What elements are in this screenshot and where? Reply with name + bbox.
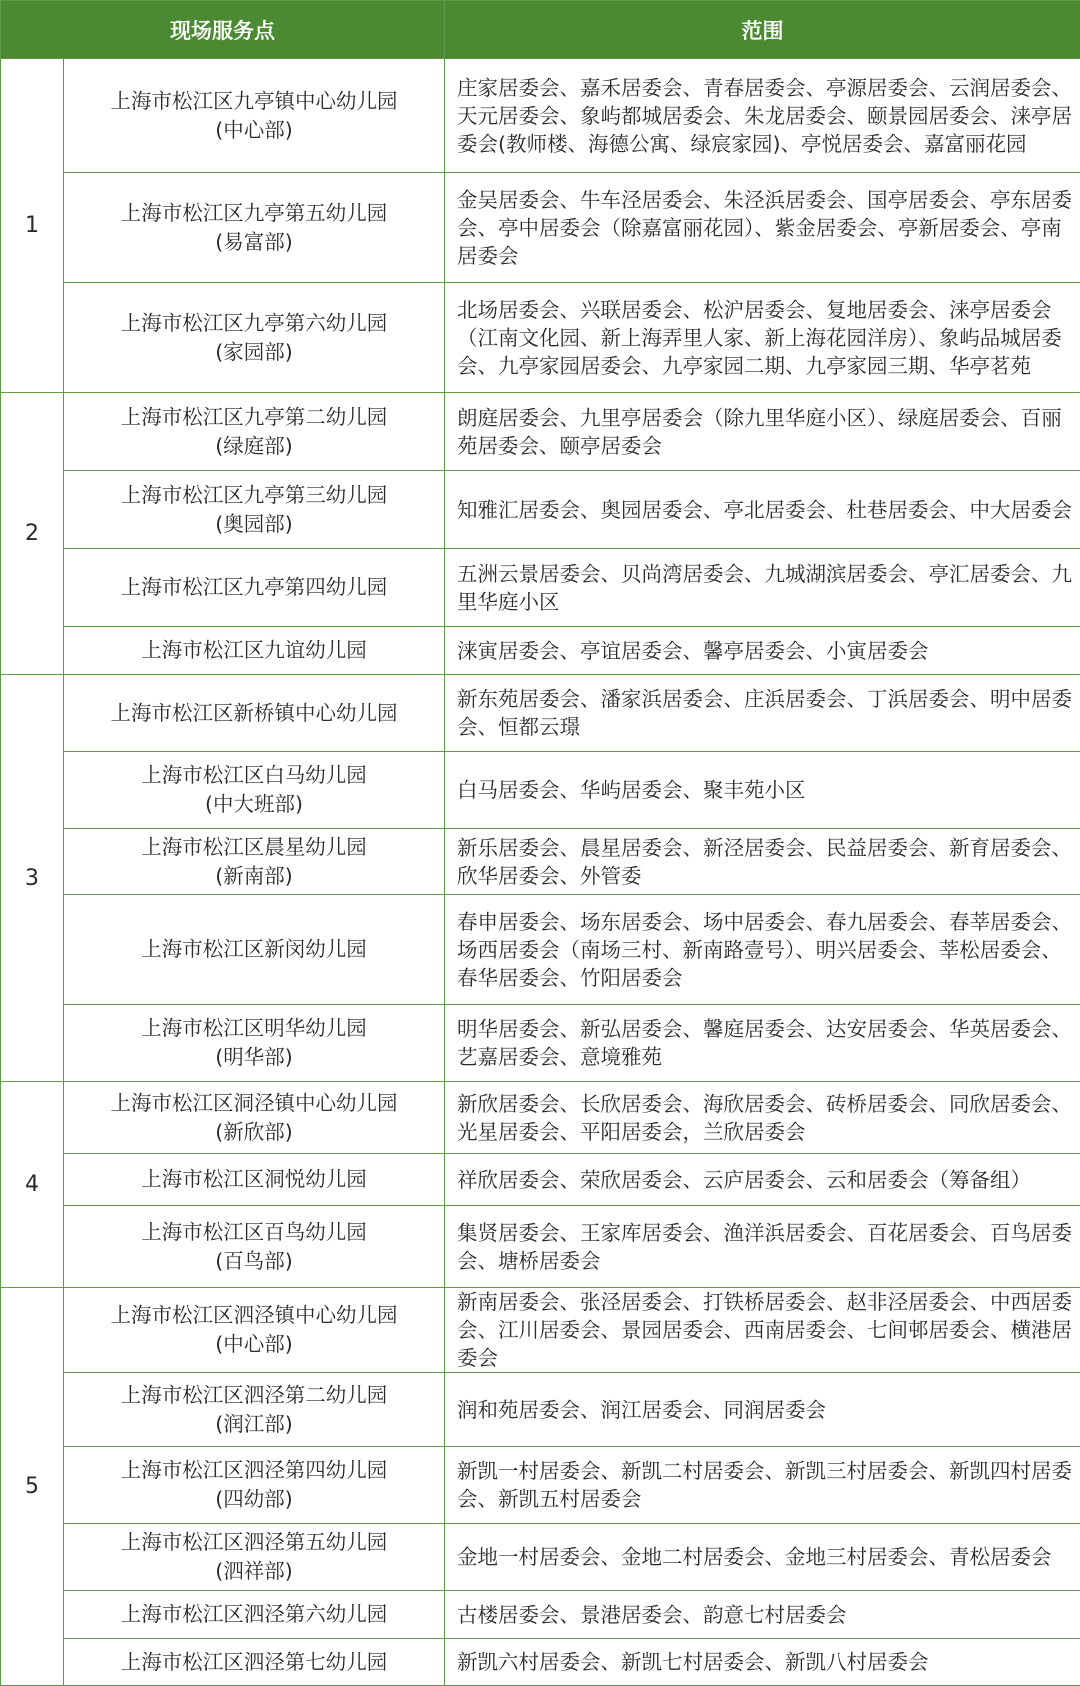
service-point-cell bbox=[64, 1591, 445, 1639]
service-point-cell bbox=[64, 829, 445, 895]
table-row bbox=[1, 752, 1080, 829]
service-point-campus: (四幼部) bbox=[70, 1485, 438, 1514]
table-row bbox=[1, 173, 1080, 283]
service-point-name: 上海市松江区九亭第六幼儿园 bbox=[70, 309, 438, 338]
service-point-campus: (明华部) bbox=[70, 1043, 438, 1072]
service-point-cell bbox=[64, 895, 445, 1005]
table-row bbox=[1, 1154, 1080, 1206]
table-row bbox=[1, 1082, 1080, 1154]
scope-cell: 北场居委会、兴联居委会、松沪居委会、复地居委会、涞亭居委会（江南文化园、新上海弄里人家、新上海花园洋房）、象屿品城居委会、九亭家园居委会、九亭家园二期、九亭家园三期、华亭茗苑 bbox=[445, 283, 1080, 393]
table-row bbox=[1, 549, 1080, 627]
table-row bbox=[1, 1206, 1080, 1288]
service-point-campus: (新欣部) bbox=[70, 1118, 438, 1147]
service-point-campus: (家园部) bbox=[70, 338, 438, 367]
service-point-name: 上海市松江区九谊幼儿园 bbox=[70, 636, 438, 665]
service-point-cell bbox=[64, 471, 445, 549]
service-point-campus: (新南部) bbox=[70, 862, 438, 891]
service-point-campus: (奥园部) bbox=[70, 510, 438, 539]
service-point-name: 上海市松江区泗泾第四幼儿园 bbox=[70, 1456, 438, 1485]
group-number: 1 bbox=[1, 59, 64, 393]
service-point-cell bbox=[64, 1639, 445, 1686]
scope-cell: 新凯一村居委会、新凯二村居委会、新凯三村居委会、新凯四村居委会、新凯五村居委会 bbox=[445, 1447, 1080, 1524]
group-number: 4 bbox=[1, 1082, 64, 1288]
service-point-name: 上海市松江区洞泾镇中心幼儿园 bbox=[70, 1089, 438, 1118]
service-point-name: 上海市松江区泗泾第五幼儿园 bbox=[70, 1528, 438, 1557]
group-number: 3 bbox=[1, 675, 64, 1082]
table-row bbox=[1, 471, 1080, 549]
table-header-row bbox=[1, 1, 1080, 59]
header-service-point: 现场服务点 bbox=[1, 1, 445, 59]
service-point-campus: (中心部) bbox=[70, 116, 438, 145]
service-point-campus: (百鸟部) bbox=[70, 1247, 438, 1276]
scope-cell: 金吴居委会、牛车泾居委会、朱泾浜居委会、国亭居委会、亭东居委会、亭中居委会（除嘉富丽花园）、紫金居委会、亭新居委会、亭南居委会 bbox=[445, 173, 1080, 283]
service-point-name: 上海市松江区百鸟幼儿园 bbox=[70, 1218, 438, 1247]
service-point-cell bbox=[64, 675, 445, 752]
service-point-cell bbox=[64, 549, 445, 627]
table-row bbox=[1, 1524, 1080, 1591]
scope-cell: 新欣居委会、长欣居委会、海欣居委会、砖桥居委会、同欣居委会、光星居委会、平阳居委会，兰欣居委会 bbox=[445, 1082, 1080, 1154]
scope-cell: 新东苑居委会、潘家浜居委会、庄浜居委会、丁浜居委会、明中居委会、恒都云璟 bbox=[445, 675, 1080, 752]
service-point-campus: (中大班部) bbox=[70, 790, 438, 819]
table-row bbox=[1, 829, 1080, 895]
table-row bbox=[1, 1591, 1080, 1639]
service-point-campus: (中心部) bbox=[70, 1330, 438, 1359]
scope-cell: 春申居委会、场东居委会、场中居委会、春九居委会、春莘居委会、场西居委会（南场三村、新南路壹号）、明兴居委会、莘松居委会、春华居委会、竹阳居委会 bbox=[445, 895, 1080, 1005]
table-row bbox=[1, 895, 1080, 1005]
scope-cell: 知雅汇居委会、奥园居委会、亭北居委会、杜巷居委会、中大居委会 bbox=[445, 471, 1080, 549]
scope-cell: 五洲云景居委会、贝尚湾居委会、九城湖滨居委会、亭汇居委会、九里华庭小区 bbox=[445, 549, 1080, 627]
service-point-cell bbox=[64, 627, 445, 675]
table-row bbox=[1, 627, 1080, 675]
service-point-name: 上海市松江区泗泾第六幼儿园 bbox=[70, 1600, 438, 1629]
service-point-name: 上海市松江区洞悦幼儿园 bbox=[70, 1165, 438, 1194]
scope-cell: 新凯六村居委会、新凯七村居委会、新凯八村居委会 bbox=[445, 1639, 1080, 1686]
table-row bbox=[1, 1373, 1080, 1447]
service-point-cell bbox=[64, 1524, 445, 1591]
service-point-cell bbox=[64, 173, 445, 283]
service-point-name: 上海市松江区九亭第五幼儿园 bbox=[70, 199, 438, 228]
service-point-cell bbox=[64, 1373, 445, 1447]
service-point-cell bbox=[64, 1447, 445, 1524]
scope-cell: 润和苑居委会、润江居委会、同润居委会 bbox=[445, 1373, 1080, 1447]
service-point-name: 上海市松江区明华幼儿园 bbox=[70, 1014, 438, 1043]
group-number: 5 bbox=[1, 1288, 64, 1686]
scope-cell: 古楼居委会、景港居委会、韵意七村居委会 bbox=[445, 1591, 1080, 1639]
service-point-name: 上海市松江区九亭第三幼儿园 bbox=[70, 481, 438, 510]
service-point-name: 上海市松江区九亭第二幼儿园 bbox=[70, 403, 438, 432]
table-row bbox=[1, 59, 1080, 173]
service-point-name: 上海市松江区泗泾第二幼儿园 bbox=[70, 1381, 438, 1410]
scope-cell: 金地一村居委会、金地二村居委会、金地三村居委会、青松居委会 bbox=[445, 1524, 1080, 1591]
table-row bbox=[1, 675, 1080, 752]
table-body bbox=[1, 59, 1080, 1686]
header-scope: 范围 bbox=[445, 1, 1080, 59]
table-row bbox=[1, 1447, 1080, 1524]
scope-cell: 朗庭居委会、九里亭居委会（除九里华庭小区）、绿庭居委会、百丽苑居委会、颐亭居委会 bbox=[445, 393, 1080, 471]
service-point-cell bbox=[64, 1288, 445, 1373]
service-point-name: 上海市松江区九亭第四幼儿园 bbox=[70, 573, 438, 602]
service-point-name: 上海市松江区新闵幼儿园 bbox=[70, 935, 438, 964]
scope-cell: 新乐居委会、晨星居委会、新泾居委会、民益居委会、新育居委会、欣华居委会、外管委 bbox=[445, 829, 1080, 895]
service-point-cell bbox=[64, 1206, 445, 1288]
service-point-name: 上海市松江区九亭镇中心幼儿园 bbox=[70, 87, 438, 116]
service-point-campus: (润江部) bbox=[70, 1410, 438, 1439]
service-point-cell bbox=[64, 283, 445, 393]
table-row bbox=[1, 393, 1080, 471]
service-point-cell bbox=[64, 752, 445, 829]
table-row bbox=[1, 1639, 1080, 1686]
table-row bbox=[1, 1288, 1080, 1373]
service-point-cell bbox=[64, 393, 445, 471]
scope-cell: 集贤居委会、王家库居委会、渔洋浜居委会、百花居委会、百鸟居委会、塘桥居委会 bbox=[445, 1206, 1080, 1288]
service-point-cell bbox=[64, 59, 445, 173]
service-point-name: 上海市松江区泗泾第七幼儿园 bbox=[70, 1648, 438, 1677]
scope-cell: 祥欣居委会、荣欣居委会、云庐居委会、云和居委会（筹备组） bbox=[445, 1154, 1080, 1206]
scope-cell: 新南居委会、张泾居委会、打铁桥居委会、赵非泾居委会、中西居委会、江川居委会、景园居委会、西南居委会、七间邨居委会、横港居委会 bbox=[445, 1288, 1080, 1373]
service-point-campus: (泗祥部) bbox=[70, 1557, 438, 1586]
service-point-name: 上海市松江区新桥镇中心幼儿园 bbox=[70, 699, 438, 728]
scope-cell: 白马居委会、华屿居委会、聚丰苑小区 bbox=[445, 752, 1080, 829]
service-point-name: 上海市松江区泗泾镇中心幼儿园 bbox=[70, 1301, 438, 1330]
scope-cell: 涞寅居委会、亭谊居委会、馨亭居委会、小寅居委会 bbox=[445, 627, 1080, 675]
service-point-campus: (绿庭部) bbox=[70, 432, 438, 461]
table-row bbox=[1, 283, 1080, 393]
service-point-campus: (易富部) bbox=[70, 228, 438, 257]
group-number: 2 bbox=[1, 393, 64, 675]
service-point-name: 上海市松江区晨星幼儿园 bbox=[70, 833, 438, 862]
scope-cell: 庄家居委会、嘉禾居委会、青春居委会、亭源居委会、云润居委会、天元居委会、象屿都城居委会、朱龙居委会、颐景园居委会、涞亭居委会(教师楼、海德公寓、绿宸家园)、亭悦居委会、嘉富丽花园 bbox=[445, 59, 1080, 173]
table-row bbox=[1, 1005, 1080, 1082]
scope-cell: 明华居委会、新弘居委会、馨庭居委会、达安居委会、华英居委会、艺嘉居委会、意境雅苑 bbox=[445, 1005, 1080, 1082]
service-point-cell bbox=[64, 1154, 445, 1206]
service-point-name: 上海市松江区白马幼儿园 bbox=[70, 761, 438, 790]
service-point-cell bbox=[64, 1005, 445, 1082]
service-point-cell bbox=[64, 1082, 445, 1154]
